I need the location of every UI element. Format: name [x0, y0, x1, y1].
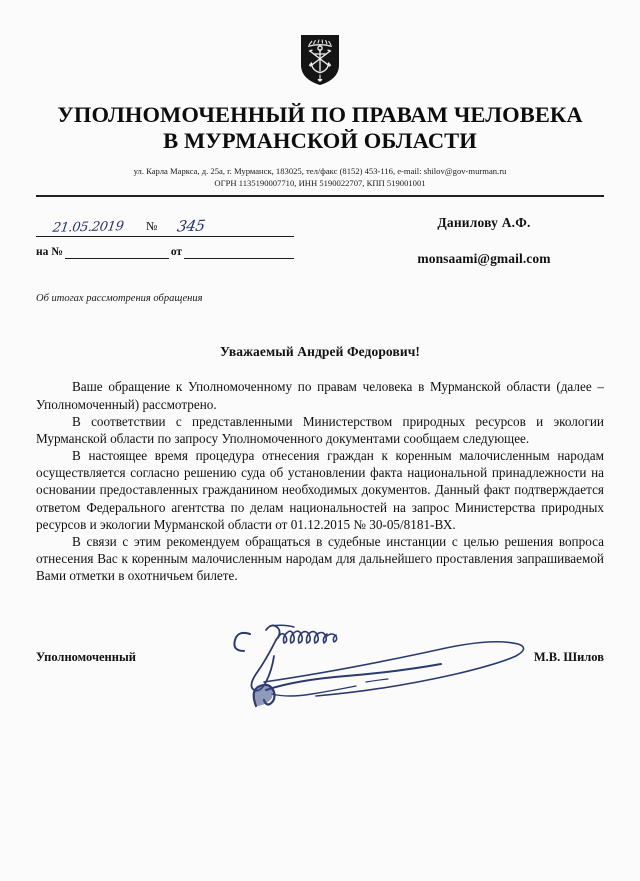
body-paragraph: В настоящее время процедура отнесения граждан к коренным малочисленным народам осуществляется согласно решению суда об установлении факта национальной принадлежности на основании предоставленных гражданином необходимых документов. Данный факт подтверждается ответом Федерального агентства по делам национальностей на запрос Министерства природных ресурсов и экологии Мурманской области от 01.12.2015 № 30-05/8181-ВХ.: [36, 448, 604, 532]
letterhead: [0, 0, 640, 197]
handwritten-date: 21.05.2019: [51, 219, 125, 237]
page-title: [0, 102, 640, 153]
addressee-name: Данилову А.Ф.: [437, 215, 531, 231]
contact-address-line: ул. Карла Маркса, д. 25а, г. Мурманск, 183025, тел/факс (8152) 453-116, e-mail: shilov@gov-murman.ru: [133, 166, 507, 177]
addressee-email: monsaami@gmail.com: [417, 251, 551, 267]
salutation: Уважаемый Андрей Федорович!: [219, 344, 421, 360]
contact-block: [0, 166, 640, 189]
reference-block: [36, 213, 294, 259]
org-title-line-2: В МУРМАНСКОЙ ОБЛАСТИ: [163, 127, 477, 153]
outgoing-reference-line: [36, 213, 294, 237]
signatory-position: Уполномоченный: [36, 650, 136, 665]
incoming-number-blank: [65, 245, 169, 259]
reference-and-addressee-row: [0, 213, 640, 267]
incoming-reference-line: [36, 245, 294, 259]
murmansk-oblast-coat-of-arms-icon: [300, 34, 340, 86]
subject-line: Об итогах рассмотрения обращения: [36, 293, 203, 305]
incoming-date-blank: [184, 245, 294, 259]
signatory-name: М.В. Шилов: [533, 650, 604, 665]
incoming-number-label: на №: [36, 246, 63, 259]
signature-block: [36, 620, 604, 710]
number-symbol: №: [146, 219, 158, 234]
org-title-line-1: УПОЛНОМОЧЕННЫЙ ПО ПРАВАМ ЧЕЛОВЕКА: [57, 102, 583, 127]
letterhead-divider: [36, 195, 604, 197]
incoming-date-label: от: [170, 246, 183, 259]
body-paragraph: В связи с этим рекомендуем обращаться в судебные инстанции с целью решения вопроса отнесения Вас к коренным малочисленным народам для дальнейшего проставления запрашиваемой Вами отметки в охотничьем билете.: [36, 533, 604, 584]
handwritten-number: 345: [176, 217, 207, 236]
registration-codes-line: ОГРН 1135190007710, ИНН 5190022707, КПП 519001001: [214, 177, 426, 188]
body-paragraph: Ваше обращение к Уполномоченному по правам человека в Мурманской области (далее – Уполномоченный) рассмотрено.: [36, 379, 604, 412]
letter-body: [36, 378, 604, 584]
addressee-block: [364, 213, 604, 267]
handwritten-signature-icon: [226, 618, 546, 710]
body-paragraph: В соответствии с представленными Министерством природных ресурсов и экологии Мурманской области по запросу Уполномоченного документами сообщаем следующее.: [36, 413, 604, 446]
